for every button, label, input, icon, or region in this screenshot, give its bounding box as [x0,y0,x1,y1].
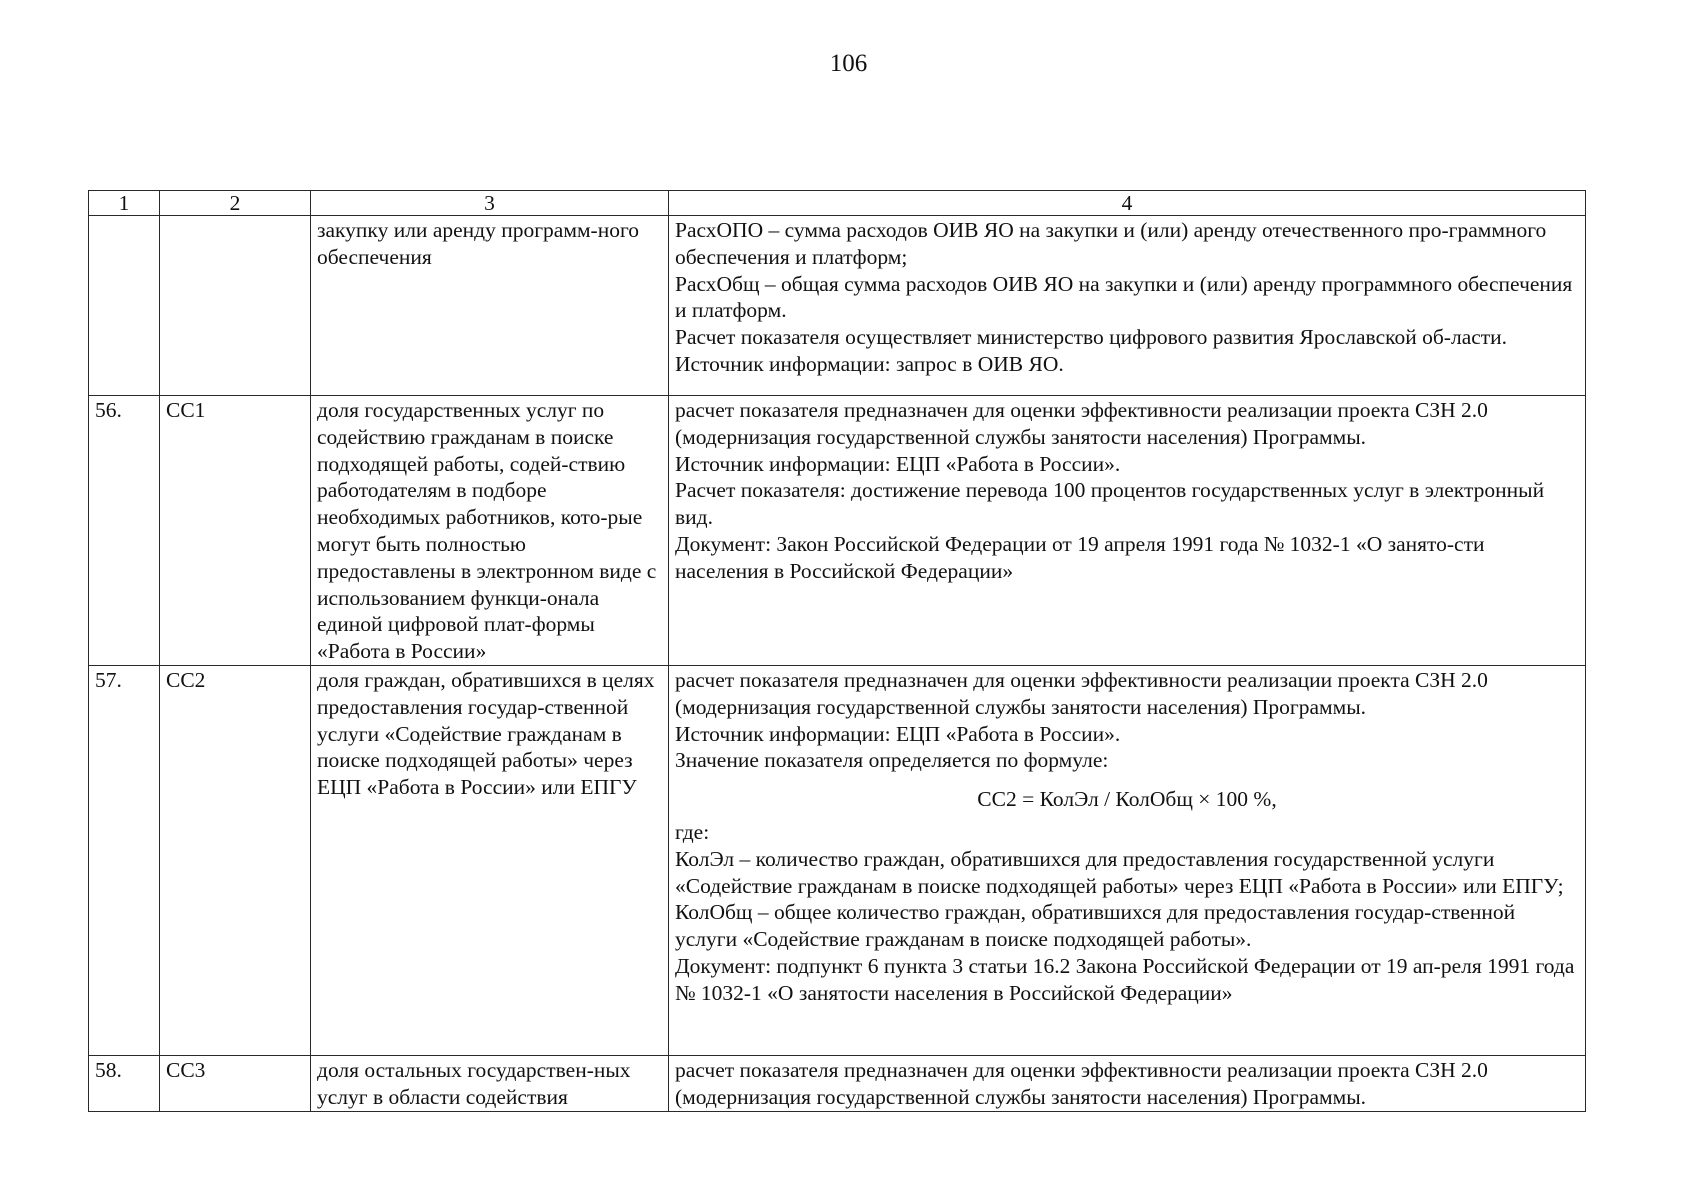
description-paragraph: КолЭл – количество граждан, обратившихся для предоставления государственной услуги «Содействие гражданам в поиске подходящей работы» через ЕЦП «Работа в России» или ЕПГУ; [675,846,1564,898]
description-paragraph: Расчет показателя: достижение перевода 100 процентов государственных услуг в электронный вид. [675,478,1545,530]
indicator-code: СС2 [160,665,311,1055]
column-header: 1 [89,191,160,216]
indicator-table [88,190,1586,1112]
description-paragraph: КолОбщ – общее количество граждан, обратившихся для предоставления государ-ственной услуги «Содействие гражданам в поиске подходящей работы». [675,900,1516,952]
indicator-description [669,665,1586,1055]
table-header-row [89,191,1586,216]
indicator-code [160,216,311,396]
description-paragraph: расчет показателя предназначен для оценки эффективности реализации проекта СЗН 2.0 (модернизация государственной службы занятости населения) Программы. [675,1057,1488,1109]
description-paragraph: РасхОбщ – общая сумма расходов ОИВ ЯО на закупки и (или) аренду программного обеспечения и платформ. [675,271,1573,323]
description-paragraph: Значение показателя определяется по формуле: [675,748,1109,773]
indicator-code: СС1 [160,396,311,666]
indicator-description [669,396,1586,666]
table-row [89,1055,1586,1111]
row-number: 58. [89,1055,160,1111]
column-header: 2 [160,191,311,216]
indicator-name: доля остальных государствен-ных услуг в области содействия [311,1055,669,1111]
description-paragraph: РасхОПО – сумма расходов ОИВ ЯО на закупки и (или) аренду отечественного про-граммного обеспечения и платформ; [675,218,1547,269]
row-number: 56. [89,396,160,666]
table-row [89,216,1586,396]
table-row [89,665,1586,1055]
description-paragraph: Документ: Закон Российской Федерации от 19 апреля 1991 года № 1032-1 «О занято-сти населения в Российской Федерации» [675,531,1485,583]
description-paragraph: где: [675,819,710,844]
indicator-description [669,1055,1586,1111]
indicator-description [669,216,1586,396]
indicator-name: закупку или аренду программ-ного обеспечения [311,216,669,396]
description-paragraph: расчет показателя предназначен для оценки эффективности реализации проекта СЗН 2.0 (модернизация государственной службы занятости населения) Программы. [675,667,1488,719]
column-header: 3 [311,191,669,216]
description-paragraph: Расчет показателя осуществляет министерство цифрового развития Ярославской об-ласти. Источник информации: запрос в ОИВ ЯО. [675,325,1508,376]
description-paragraph: Документ: подпункт 6 пункта 3 статьи 16.2 Закона Российской Федерации от 19 ап-реля 1991 года № 1032-1 «О занятости населения в Российской Федерации» [675,953,1575,1005]
row-number: 57. [89,665,160,1055]
description-paragraph: Источник информации: ЕЦП «Работа в России». [675,721,1121,746]
description-paragraph: Источник информации: ЕЦП «Работа в России». [675,451,1121,476]
description-paragraph: расчет показателя предназначен для оценки эффективности реализации проекта СЗН 2.0 (модернизация государственной службы занятости населения) Программы. [675,398,1488,449]
row-number [89,216,160,396]
table-row [89,396,1586,666]
column-header: 4 [669,191,1586,216]
page-number: 106 [829,50,868,77]
indicator-name: доля государственных услуг по содействию гражданам в поиске подходящей работы, содей-ствию работодателям в подборе необходимых работников, кото-рые могут быть полностью предоставлены в электронном виде с использованием функци-онала единой цифровой плат-формы «Работа в России» [311,396,669,666]
indicator-name: доля граждан, обратившихся в целях предоставления государ-ственной услуги «Содействие гражданам в поиске подходящей работы» через ЕЦП «Работа в России» или ЕПГУ [311,665,669,1055]
indicator-code: СС3 [160,1055,311,1111]
formula: СС2 = КолЭл / КолОбщ × 100 %, [977,787,1277,812]
